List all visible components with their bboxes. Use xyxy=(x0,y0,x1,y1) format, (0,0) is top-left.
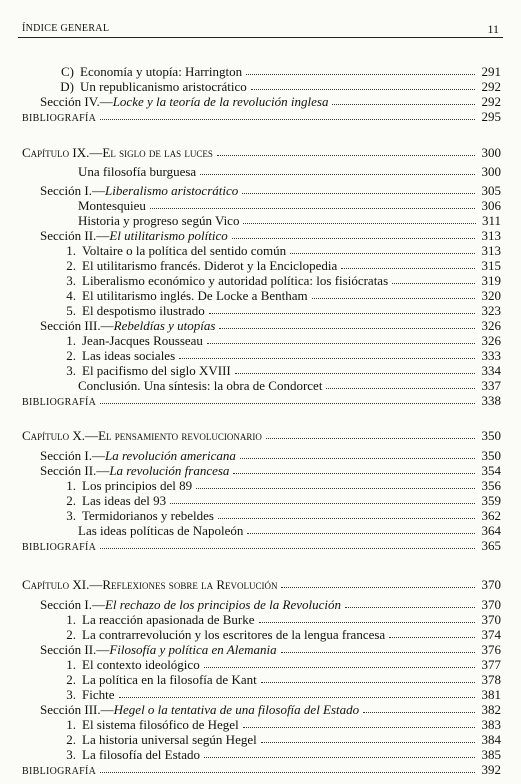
dot-leader xyxy=(218,518,475,519)
entry-text: Liberalismo económico y autoridad política: los fisiócratas xyxy=(82,273,389,288)
page-number: 350 xyxy=(481,448,501,463)
dot-leader xyxy=(150,208,475,209)
page-number: 291 xyxy=(481,64,501,79)
toc-entry-item[interactable] xyxy=(0,273,521,288)
section-title: Liberalismo aristocrático xyxy=(104,183,239,198)
entry-text: La contrarrevolución y los escritores de la lengua francesa xyxy=(82,627,386,642)
page-number: 370 xyxy=(481,612,501,627)
page-number: 384 xyxy=(481,732,501,747)
page-number: 385 xyxy=(481,747,501,762)
dot-leader xyxy=(332,104,475,105)
entry-title xyxy=(60,627,385,642)
entry-marker: 1. xyxy=(66,478,76,493)
section-label: Sección III.— xyxy=(40,702,114,717)
section-label: Sección II.— xyxy=(40,463,110,478)
chapter-title: El pensamiento revolucionario xyxy=(98,428,262,443)
page-number: 326 xyxy=(481,318,501,333)
entry-title xyxy=(60,687,115,702)
toc-entry-item[interactable] xyxy=(0,478,521,493)
dot-leader xyxy=(100,772,475,773)
entry-marker: C) xyxy=(61,64,74,79)
entry-text: La política en la filosofía de Kant xyxy=(82,672,257,687)
toc-entry-chapter[interactable] xyxy=(0,577,521,592)
page-number: 334 xyxy=(481,363,501,378)
dot-leader xyxy=(281,587,475,588)
page-number: 333 xyxy=(481,348,501,363)
dot-leader xyxy=(261,682,475,683)
entry-text: El pacifismo del siglo XVIII xyxy=(82,363,231,378)
toc-entry-section[interactable] xyxy=(0,702,521,717)
entry-text: Fichte xyxy=(82,687,115,702)
toc-entry-sub[interactable] xyxy=(0,164,521,179)
page-number: 300 xyxy=(481,145,501,160)
dot-leader xyxy=(233,473,475,474)
entry-title xyxy=(22,538,96,555)
entry-marker: 5. xyxy=(66,303,76,318)
dot-leader xyxy=(100,119,475,120)
entry-title xyxy=(22,109,96,126)
entry-marker: 3. xyxy=(66,747,76,762)
dot-leader xyxy=(389,637,475,638)
entry-text: Las ideas del 93 xyxy=(82,493,167,508)
dot-leader xyxy=(100,403,475,404)
toc-entry-item[interactable] xyxy=(0,64,521,79)
page-number: 370 xyxy=(481,577,501,592)
dot-leader xyxy=(200,174,475,175)
toc-entry-item[interactable] xyxy=(0,687,521,702)
dot-leader xyxy=(290,253,475,254)
page-number: 377 xyxy=(481,657,501,672)
section-title: Rebeldías y utopías xyxy=(113,318,216,333)
entry-title xyxy=(22,145,213,160)
toc-entry-item[interactable] xyxy=(0,612,521,627)
toc-entry-section[interactable] xyxy=(0,318,521,333)
toc-entry-item[interactable] xyxy=(0,493,521,508)
entry-title xyxy=(60,747,200,762)
entry-text: Termidorianos y rebeldes xyxy=(82,508,214,523)
toc-entry-item[interactable] xyxy=(0,258,521,273)
entry-title xyxy=(60,493,166,508)
section-label: Sección I.— xyxy=(40,183,105,198)
dot-leader xyxy=(217,155,475,156)
toc-entry-sub[interactable] xyxy=(0,198,521,213)
page-number: 382 xyxy=(481,702,501,717)
entry-marker: 3. xyxy=(66,273,76,288)
toc-entry-section[interactable] xyxy=(0,642,521,657)
toc-entry-section[interactable] xyxy=(0,94,521,109)
entry-title xyxy=(78,213,239,228)
entry-text: Historia y progreso según Vico xyxy=(78,213,240,228)
section-title: La revolución francesa xyxy=(109,463,230,478)
toc-entry-item[interactable] xyxy=(0,508,521,523)
toc-entry-section[interactable] xyxy=(0,463,521,478)
entry-title xyxy=(60,732,257,747)
entry-marker: 2. xyxy=(66,348,76,363)
page-number: 292 xyxy=(481,79,501,94)
entry-text: El contexto ideológico xyxy=(82,657,200,672)
entry-title xyxy=(60,657,200,672)
dot-leader xyxy=(345,607,475,608)
entry-title xyxy=(60,478,192,493)
entry-text: Un republicanismo aristocrático xyxy=(80,79,247,94)
entry-title xyxy=(60,717,239,732)
page-number: 359 xyxy=(481,493,501,508)
toc-entry-chapter[interactable] xyxy=(0,428,521,443)
section-label: Sección III.— xyxy=(40,318,114,333)
entry-title xyxy=(40,183,238,198)
page-number: 319 xyxy=(481,273,501,288)
entry-marker: 3. xyxy=(66,363,76,378)
toc-entry-bib[interactable] xyxy=(0,109,521,124)
entry-title xyxy=(40,642,277,657)
entry-title xyxy=(40,597,341,612)
page-number: 326 xyxy=(481,333,501,348)
page-number: 338 xyxy=(481,393,501,408)
entry-title xyxy=(60,79,247,94)
entry-title xyxy=(40,702,359,717)
chapter-label: Capítulo X.— xyxy=(22,428,99,443)
toc-entry-item[interactable] xyxy=(0,348,521,363)
toc-entry-section[interactable] xyxy=(0,597,521,612)
page-number: 378 xyxy=(481,672,501,687)
dot-leader xyxy=(235,373,475,374)
dot-leader xyxy=(243,223,476,224)
toc-entry-item[interactable] xyxy=(0,79,521,94)
toc-entry-bib[interactable] xyxy=(0,538,521,553)
toc-entry-section[interactable] xyxy=(0,183,521,198)
dot-leader xyxy=(247,533,475,534)
entry-title xyxy=(60,612,255,627)
entry-title xyxy=(40,463,229,478)
entry-text: El utilitarismo francés. Diderot y la Enciclopedia xyxy=(82,258,338,273)
dot-leader xyxy=(242,193,475,194)
page-number: 295 xyxy=(481,109,501,124)
entry-title xyxy=(40,94,328,109)
entry-title xyxy=(78,523,243,538)
toc-entry-chapter[interactable] xyxy=(0,145,521,160)
toc-entry-item[interactable] xyxy=(0,747,521,762)
dot-leader xyxy=(207,343,475,344)
section-title: Hegel o la tentativa de una filosofía del Estado xyxy=(113,702,360,717)
toc-entry-section[interactable] xyxy=(0,228,521,243)
page-number: 315 xyxy=(481,258,501,273)
entry-title xyxy=(60,333,203,348)
entry-title xyxy=(60,508,214,523)
dot-leader xyxy=(243,727,475,728)
entry-title xyxy=(40,448,236,463)
dot-leader xyxy=(204,667,475,668)
section-title: Locke y la teoría de la revolución inglesa xyxy=(112,94,329,109)
entry-text: La filosofía del Estado xyxy=(82,747,201,762)
page-number: 370 xyxy=(481,597,501,612)
entry-marker: 3. xyxy=(66,687,76,702)
entry-marker: 3. xyxy=(66,508,76,523)
entry-marker: 1. xyxy=(66,333,76,348)
chapter-title: El siglo de las luces xyxy=(102,145,213,160)
section-title: El rechazo de los principios de la Revolución xyxy=(104,597,341,612)
dot-leader xyxy=(179,358,475,359)
entry-text: Conclusión. Una síntesis: la obra de Condorcet xyxy=(78,378,323,393)
page-number: 376 xyxy=(481,642,501,657)
toc-entry-item[interactable] xyxy=(0,363,521,378)
entry-marker: 2. xyxy=(66,672,76,687)
section-label: Sección II.— xyxy=(40,228,110,243)
dot-leader xyxy=(119,697,475,698)
bibliography-label: BIBLIOGRAFÍA xyxy=(22,766,97,777)
toc-entry-item[interactable] xyxy=(0,717,521,732)
entry-title xyxy=(22,577,277,592)
entry-text: La reacción apasionada de Burke xyxy=(82,612,255,627)
toc-entry-item[interactable] xyxy=(0,657,521,672)
entry-text: El utilitarismo inglés. De Locke a Bentham xyxy=(82,288,308,303)
dot-leader xyxy=(326,388,475,389)
entry-title xyxy=(60,303,205,318)
page-number: 320 xyxy=(481,288,501,303)
page-number: 313 xyxy=(481,228,501,243)
section-label: Sección I.— xyxy=(40,597,105,612)
running-header xyxy=(18,23,503,37)
entry-title xyxy=(60,363,231,378)
entry-title xyxy=(60,258,337,273)
page-number: 305 xyxy=(481,183,501,198)
entry-text: El sistema filosófico de Hegel xyxy=(82,717,239,732)
entry-marker: 2. xyxy=(66,258,76,273)
toc-entry-item[interactable] xyxy=(0,627,521,642)
page-number: 364 xyxy=(481,523,501,538)
dot-leader xyxy=(209,313,475,314)
chapter-label: Capítulo XI.— xyxy=(22,577,103,592)
page-number: 311 xyxy=(481,213,501,228)
chapter-label: Capítulo IX.— xyxy=(22,145,103,160)
bibliography-label: BIBLIOGRAFÍA xyxy=(22,542,97,553)
entry-title xyxy=(40,228,228,243)
dot-leader xyxy=(281,652,475,653)
entry-text: Las ideas sociales xyxy=(82,348,176,363)
header-title: ÍNDICE GENERAL xyxy=(22,23,110,34)
section-title: La revolución americana xyxy=(104,448,236,463)
entry-title xyxy=(60,273,388,288)
page-number: 306 xyxy=(481,198,501,213)
dot-leader xyxy=(392,283,475,284)
entry-title xyxy=(78,164,196,179)
entry-marker: 1. xyxy=(66,243,76,258)
dot-leader xyxy=(363,712,475,713)
page-number: 392 xyxy=(481,762,501,777)
entry-title xyxy=(40,318,215,333)
toc-entry-bib[interactable] xyxy=(0,762,521,777)
entry-text: La historia universal según Hegel xyxy=(82,732,257,747)
entry-marker: 4. xyxy=(66,288,76,303)
chapter-title: Reflexiones sobre la Revolución xyxy=(102,577,278,592)
entry-text: Economía y utopía: Harrington xyxy=(80,64,243,79)
page-number: 323 xyxy=(481,303,501,318)
page-number: 292 xyxy=(481,94,501,109)
dot-leader xyxy=(204,757,475,758)
entry-text: Voltaire o la política del sentido común xyxy=(82,243,287,258)
entry-title xyxy=(60,348,175,363)
entry-marker: 2. xyxy=(66,732,76,747)
section-label: Sección II.— xyxy=(40,642,110,657)
entry-title xyxy=(60,288,308,303)
entry-title xyxy=(78,378,322,393)
entry-marker: 1. xyxy=(66,612,76,627)
toc-entry-item[interactable] xyxy=(0,288,521,303)
dot-leader xyxy=(219,328,475,329)
entry-marker: 1. xyxy=(66,717,76,732)
dot-leader xyxy=(100,548,475,549)
header-rule xyxy=(18,37,503,38)
dot-leader xyxy=(341,268,475,269)
bibliography-label: BIBLIOGRAFÍA xyxy=(22,113,97,124)
toc-entry-bib[interactable] xyxy=(0,393,521,408)
page-number: 374 xyxy=(481,627,501,642)
section-title: Filosofía y política en Alemania xyxy=(109,642,277,657)
dot-leader xyxy=(251,89,475,90)
dot-leader xyxy=(196,488,475,489)
page-number: 365 xyxy=(481,538,501,553)
toc-entry-item[interactable] xyxy=(0,243,521,258)
dot-leader xyxy=(232,238,475,239)
page-number: 381 xyxy=(481,687,501,702)
entry-marker: D) xyxy=(60,79,74,94)
entry-marker: 2. xyxy=(66,493,76,508)
entry-title xyxy=(78,198,146,213)
entry-text: Los principios del 89 xyxy=(82,478,193,493)
toc-entry-section[interactable] xyxy=(0,448,521,463)
toc-entry-sub[interactable] xyxy=(0,523,521,538)
page-number: 383 xyxy=(481,717,501,732)
toc-entry-item[interactable] xyxy=(0,732,521,747)
page-number: 350 xyxy=(481,428,501,443)
page-number: 337 xyxy=(481,378,501,393)
toc-entry-sub[interactable] xyxy=(0,378,521,393)
page-number: 354 xyxy=(481,463,501,478)
header-page-number: 11 xyxy=(487,22,499,36)
entry-title xyxy=(22,428,262,443)
dot-leader xyxy=(312,298,475,299)
toc-entry-item[interactable] xyxy=(0,333,521,348)
dot-leader xyxy=(240,458,475,459)
entry-text: El despotismo ilustrado xyxy=(82,303,205,318)
toc-entry-item[interactable] xyxy=(0,672,521,687)
section-label: Sección IV.— xyxy=(40,94,113,109)
entry-title xyxy=(22,762,96,779)
entry-text: Las ideas políticas de Napoleón xyxy=(78,523,244,538)
dot-leader xyxy=(261,742,475,743)
dot-leader xyxy=(170,503,475,504)
bibliography-label: BIBLIOGRAFÍA xyxy=(22,397,97,408)
toc-entry-item[interactable] xyxy=(0,303,521,318)
page-number: 300 xyxy=(481,164,501,179)
entry-title xyxy=(22,393,96,410)
entry-title xyxy=(60,64,242,79)
page-number: 362 xyxy=(481,508,501,523)
dot-leader xyxy=(246,74,475,75)
entry-text: Una filosofía burguesa xyxy=(78,164,197,179)
entry-title xyxy=(60,243,286,258)
entry-text: Montesquieu xyxy=(78,198,146,213)
page-number: 356 xyxy=(481,478,501,493)
entry-marker: 2. xyxy=(66,627,76,642)
entry-text: Jean-Jacques Rousseau xyxy=(82,333,203,348)
page-number: 313 xyxy=(481,243,501,258)
dot-leader xyxy=(266,438,475,439)
entry-marker: 1. xyxy=(66,657,76,672)
section-title: El utilitarismo político xyxy=(109,228,228,243)
dot-leader xyxy=(259,622,475,623)
toc-entry-sub[interactable] xyxy=(0,213,521,228)
section-label: Sección I.— xyxy=(40,448,105,463)
entry-title xyxy=(60,672,257,687)
